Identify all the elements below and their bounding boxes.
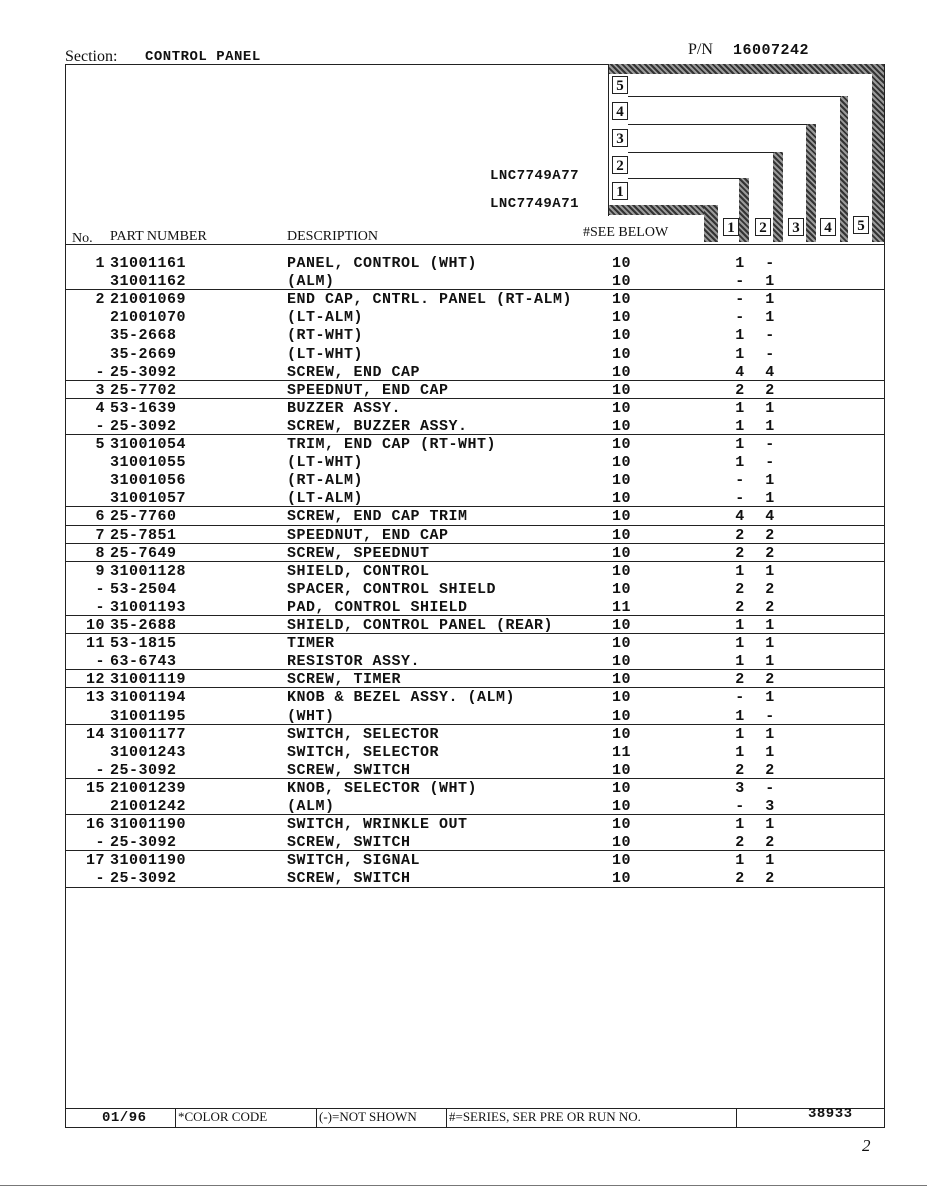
table-row <box>70 689 885 707</box>
qty-series-1: 1 <box>735 454 745 472</box>
col-header-description: DESCRIPTION <box>287 229 379 244</box>
series-code: 11 <box>612 743 632 761</box>
series-col-2: 2 <box>755 218 771 236</box>
item-number: - <box>95 598 105 616</box>
footer-series-note: #=SERIES, SER PRE OR RUN NO. <box>449 1109 641 1124</box>
qty-series-2: - <box>765 707 775 725</box>
row-divider <box>65 633 885 634</box>
series-col-1: 1 <box>723 218 739 236</box>
table-row <box>70 454 885 472</box>
item-number: 13 <box>85 689 105 707</box>
series-code: 10 <box>612 436 632 453</box>
qty-series-2: - <box>765 345 775 363</box>
row-divider <box>65 850 885 851</box>
description: SCREW, SWITCH <box>287 870 411 888</box>
item-number: 2 <box>95 291 105 309</box>
series-code: 10 <box>612 834 632 852</box>
footer-color-code: *COLOR CODE <box>178 1109 268 1124</box>
series-code: 10 <box>612 798 632 815</box>
item-number: - <box>95 761 105 779</box>
table-row <box>70 346 885 364</box>
description: PAD, CONTROL SHIELD <box>287 598 468 616</box>
series-code: 11 <box>612 598 632 616</box>
part-number: 35-2669 <box>110 345 177 363</box>
qty-series-1: - <box>735 273 745 291</box>
description: SCREW, SWITCH <box>287 834 411 852</box>
qty-series-1: - <box>735 309 745 327</box>
table-row <box>70 563 885 581</box>
table-row <box>70 581 885 599</box>
description: SWITCH, SIGNAL <box>287 852 421 870</box>
description: (ALM) <box>287 273 335 291</box>
qty-series-2: 1 <box>765 273 775 291</box>
series-code: 10 <box>612 345 632 363</box>
description: KNOB & BEZEL ASSY. (ALM) <box>287 689 516 707</box>
item-number: 1 <box>95 255 105 272</box>
description: (LT-ALM) <box>287 309 364 327</box>
part-number: 31001193 <box>110 598 187 616</box>
part-number: 53-2504 <box>110 580 177 598</box>
description: TIMER <box>287 635 335 653</box>
item-number: 15 <box>85 779 105 797</box>
series-col-4: 4 <box>820 218 836 236</box>
series-code: 10 <box>612 526 632 544</box>
qty-series-1: 2 <box>735 870 745 888</box>
description: SCREW, BUZZER ASSY. <box>287 417 468 435</box>
qty-series-1: 1 <box>735 852 745 870</box>
qty-series-1: 2 <box>735 526 745 544</box>
qty-series-1: 2 <box>735 544 745 562</box>
series-box-1: 1 <box>612 182 628 200</box>
qty-series-1: 1 <box>735 707 745 725</box>
part-number: 53-1815 <box>110 635 177 653</box>
qty-series-1: - <box>735 689 745 707</box>
description: (LT-ALM) <box>287 490 364 508</box>
description: (RT-ALM) <box>287 472 364 490</box>
qty-series-2: 1 <box>765 635 775 653</box>
table-row <box>70 816 885 834</box>
series-code: 10 <box>612 327 632 345</box>
row-divider <box>65 434 885 435</box>
item-number: 9 <box>95 562 105 580</box>
qty-series-2: 1 <box>765 309 775 327</box>
qty-series-1: 1 <box>735 417 745 435</box>
part-number: 25-7851 <box>110 526 177 544</box>
qty-series-2: 2 <box>765 870 775 888</box>
row-divider <box>65 543 885 544</box>
series-box-3: 3 <box>612 129 628 147</box>
part-number: 31001177 <box>110 725 187 743</box>
row-divider <box>65 887 885 888</box>
qty-series-1: 1 <box>735 743 745 761</box>
series-code: 10 <box>612 309 632 327</box>
description: SCREW, SWITCH <box>287 761 411 779</box>
qty-series-1: 1 <box>735 436 745 453</box>
part-number: 31001055 <box>110 454 187 472</box>
qty-series-2: - <box>765 454 775 472</box>
part-number: 53-1639 <box>110 399 177 417</box>
qty-series-1: - <box>735 291 745 309</box>
part-number: 31001056 <box>110 472 187 490</box>
qty-series-1: 2 <box>735 761 745 779</box>
item-number: 5 <box>95 436 105 453</box>
table-row <box>70 852 885 870</box>
qty-series-2: 4 <box>765 508 775 526</box>
item-number: - <box>95 834 105 852</box>
qty-series-2: 2 <box>765 761 775 779</box>
table-row <box>70 472 885 490</box>
row-divider <box>65 289 885 290</box>
part-number: 31001128 <box>110 562 187 580</box>
qty-series-2: - <box>765 436 775 453</box>
series-code: 10 <box>612 417 632 435</box>
qty-series-2: 1 <box>765 852 775 870</box>
qty-series-1: 1 <box>735 399 745 417</box>
description: SCREW, SPEEDNUT <box>287 544 430 562</box>
description: END CAP, CNTRL. PANEL (RT-ALM) <box>287 291 573 309</box>
row-divider <box>65 724 885 725</box>
part-number: 25-3092 <box>110 761 177 779</box>
description: TRIM, END CAP (RT-WHT) <box>287 436 497 453</box>
part-number: 31001054 <box>110 436 187 453</box>
col-header-see-below: #SEE BELOW <box>583 225 669 240</box>
series-code: 10 <box>612 508 632 526</box>
series-code: 10 <box>612 852 632 870</box>
qty-series-2: 2 <box>765 381 775 399</box>
item-number: - <box>95 363 105 381</box>
part-number: 31001190 <box>110 852 187 870</box>
qty-series-2: 1 <box>765 617 775 634</box>
series-code: 10 <box>612 870 632 888</box>
qty-series-1: 4 <box>735 508 745 526</box>
qty-series-2: 1 <box>765 653 775 671</box>
part-number: 31001161 <box>110 255 187 272</box>
table-row <box>70 309 885 327</box>
qty-series-1: 1 <box>735 617 745 634</box>
table-row <box>70 744 885 762</box>
table-row <box>70 255 885 273</box>
item-number: 4 <box>95 399 105 417</box>
description: SHIELD, CONTROL PANEL (REAR) <box>287 617 554 634</box>
qty-series-1: 1 <box>735 635 745 653</box>
qty-series-1: 1 <box>735 653 745 671</box>
item-number: 11 <box>85 635 105 653</box>
item-number: 8 <box>95 544 105 562</box>
footer-date: 01/96 <box>102 1110 147 1126</box>
description: RESISTOR ASSY. <box>287 653 421 671</box>
item-number: 17 <box>85 852 105 870</box>
series-code: 10 <box>612 725 632 743</box>
qty-series-2: 2 <box>765 671 775 689</box>
part-number: 25-7760 <box>110 508 177 526</box>
row-divider <box>65 506 885 507</box>
model-number-a77: LNC7749A77 <box>490 168 580 184</box>
row-divider <box>65 778 885 779</box>
item-number: 12 <box>85 671 105 689</box>
qty-series-1: 1 <box>735 562 745 580</box>
series-code: 10 <box>612 779 632 797</box>
item-number: - <box>95 870 105 888</box>
series-code: 10 <box>612 472 632 490</box>
col-header-part-number: PART NUMBER <box>110 229 207 244</box>
footer-doc-number: 38933 <box>808 1106 853 1122</box>
qty-series-2: 1 <box>765 743 775 761</box>
section-name: CONTROL PANEL <box>145 49 261 65</box>
description: SCREW, END CAP <box>287 363 421 381</box>
table-row <box>70 436 885 454</box>
qty-series-1: - <box>735 490 745 508</box>
part-number: 35-2688 <box>110 617 177 634</box>
footer-not-shown: (-)=NOT SHOWN <box>319 1109 417 1124</box>
description: BUZZER ASSY. <box>287 399 402 417</box>
qty-series-1: 1 <box>735 725 745 743</box>
part-number: 25-7702 <box>110 381 177 399</box>
pn-value: 16007242 <box>733 42 810 59</box>
qty-series-2: 3 <box>765 798 775 815</box>
series-box-2: 2 <box>612 156 628 174</box>
series-code: 10 <box>612 816 632 834</box>
qty-series-1: 2 <box>735 671 745 689</box>
series-code: 10 <box>612 291 632 309</box>
part-number: 31001195 <box>110 707 187 725</box>
qty-series-2: 2 <box>765 544 775 562</box>
qty-series-2: 2 <box>765 598 775 616</box>
qty-series-1: 2 <box>735 834 745 852</box>
description: (ALM) <box>287 798 335 815</box>
series-code: 10 <box>612 363 632 381</box>
description: SCREW, END CAP TRIM <box>287 508 468 526</box>
series-code: 10 <box>612 255 632 272</box>
part-number: 21001069 <box>110 291 187 309</box>
part-number: 25-7649 <box>110 544 177 562</box>
row-divider <box>65 615 885 616</box>
description: SWITCH, SELECTOR <box>287 725 440 743</box>
series-code: 10 <box>612 454 632 472</box>
part-number: 31001162 <box>110 273 187 291</box>
qty-series-1: 1 <box>735 255 745 272</box>
qty-series-1: 1 <box>735 816 745 834</box>
series-code: 10 <box>612 562 632 580</box>
series-code: 10 <box>612 399 632 417</box>
qty-series-2: 2 <box>765 580 775 598</box>
series-code: 10 <box>612 381 632 399</box>
description: SWITCH, WRINKLE OUT <box>287 816 468 834</box>
item-number: - <box>95 580 105 598</box>
qty-series-2: 1 <box>765 472 775 490</box>
qty-series-2: 2 <box>765 834 775 852</box>
series-code: 10 <box>612 617 632 634</box>
series-code: 10 <box>612 707 632 725</box>
qty-series-1: 1 <box>735 327 745 345</box>
part-number: 31001243 <box>110 743 187 761</box>
series-code: 10 <box>612 689 632 707</box>
series-code: 10 <box>612 580 632 598</box>
qty-series-1: 3 <box>735 779 745 797</box>
qty-series-1: 4 <box>735 363 745 381</box>
item-number: - <box>95 653 105 671</box>
qty-series-1: - <box>735 798 745 815</box>
qty-series-2: 1 <box>765 725 775 743</box>
item-number: 14 <box>85 725 105 743</box>
model-number-a71: LNC7749A71 <box>490 196 580 212</box>
qty-series-2: 4 <box>765 363 775 381</box>
part-number: 25-3092 <box>110 363 177 381</box>
qty-series-2: 1 <box>765 689 775 707</box>
item-number: 3 <box>95 381 105 399</box>
row-divider <box>65 687 885 688</box>
part-number: 25-3092 <box>110 870 177 888</box>
series-code: 10 <box>612 653 632 671</box>
part-number: 63-6743 <box>110 653 177 671</box>
description: SCREW, TIMER <box>287 671 402 689</box>
part-number: 31001057 <box>110 490 187 508</box>
part-number: 25-3092 <box>110 417 177 435</box>
table-row <box>70 780 885 798</box>
table-row <box>70 291 885 309</box>
item-number: 10 <box>85 617 105 634</box>
series-code: 10 <box>612 761 632 779</box>
qty-series-1: 2 <box>735 580 745 598</box>
series-box-4: 4 <box>612 102 628 120</box>
series-col-3: 3 <box>788 218 804 236</box>
pn-label: P/N <box>688 41 713 58</box>
part-number: 21001242 <box>110 798 187 815</box>
description: (LT-WHT) <box>287 454 364 472</box>
item-number: - <box>95 417 105 435</box>
table-row <box>70 726 885 744</box>
description: SPEEDNUT, END CAP <box>287 381 449 399</box>
description: SPACER, CONTROL SHIELD <box>287 580 497 598</box>
description: KNOB, SELECTOR (WHT) <box>287 779 478 797</box>
part-number: 31001194 <box>110 689 187 707</box>
row-divider <box>65 814 885 815</box>
part-number: 21001070 <box>110 309 187 327</box>
qty-series-2: 1 <box>765 417 775 435</box>
qty-series-2: 2 <box>765 526 775 544</box>
part-number: 21001239 <box>110 779 187 797</box>
part-number: 31001190 <box>110 816 187 834</box>
series-code: 10 <box>612 544 632 562</box>
series-code: 10 <box>612 490 632 508</box>
row-divider <box>65 525 885 526</box>
qty-series-1: - <box>735 472 745 490</box>
part-number: 31001119 <box>110 671 187 689</box>
series-col-5: 5 <box>853 216 869 234</box>
qty-series-2: - <box>765 779 775 797</box>
description: PANEL, CONTROL (WHT) <box>287 255 478 272</box>
qty-series-2: 1 <box>765 490 775 508</box>
qty-series-2: 1 <box>765 816 775 834</box>
qty-series-2: - <box>765 327 775 345</box>
qty-series-1: 2 <box>735 598 745 616</box>
item-number: 16 <box>85 816 105 834</box>
qty-series-2: - <box>765 255 775 272</box>
qty-series-2: 1 <box>765 562 775 580</box>
qty-series-2: 1 <box>765 399 775 417</box>
qty-series-1: 2 <box>735 381 745 399</box>
description: SWITCH, SELECTOR <box>287 743 440 761</box>
section-label: Section: <box>65 48 118 65</box>
description: (LT-WHT) <box>287 345 364 363</box>
series-code: 10 <box>612 671 632 689</box>
col-header-no: No. <box>72 231 93 246</box>
series-box-5: 5 <box>612 76 628 94</box>
series-code: 10 <box>612 273 632 291</box>
page-number: 2 <box>862 1136 871 1155</box>
row-divider <box>65 398 885 399</box>
series-code: 10 <box>612 635 632 653</box>
part-number: 25-3092 <box>110 834 177 852</box>
description: SPEEDNUT, END CAP <box>287 526 449 544</box>
description: (WHT) <box>287 707 335 725</box>
qty-series-1: 1 <box>735 345 745 363</box>
description: SHIELD, CONTROL <box>287 562 430 580</box>
qty-series-2: 1 <box>765 291 775 309</box>
table-row <box>70 635 885 653</box>
row-divider <box>65 561 885 562</box>
row-divider <box>65 380 885 381</box>
item-number: 7 <box>95 526 105 544</box>
item-number: 6 <box>95 508 105 526</box>
table-row <box>70 400 885 418</box>
row-divider <box>65 669 885 670</box>
description: (RT-WHT) <box>287 327 364 345</box>
table-row <box>70 327 885 345</box>
part-number: 35-2668 <box>110 327 177 345</box>
